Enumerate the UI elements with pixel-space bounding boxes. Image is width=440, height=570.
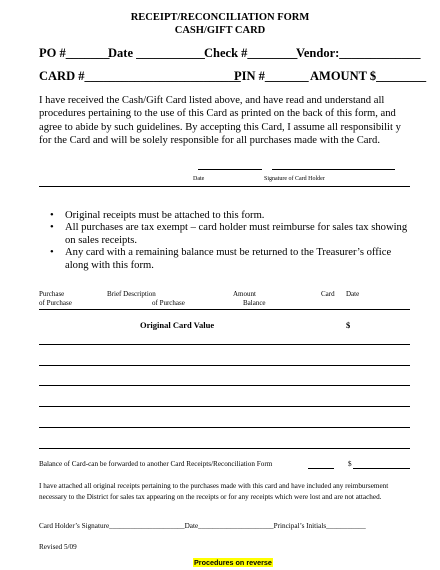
signature-row[interactable]: Card Holder’s Signature_____________________Date_____________________Principal’s Initials___________ [39,522,366,530]
col-balance: Balance [243,299,266,307]
holder-signature-label: Signature of Card Holder [264,176,325,182]
balance-forward-label: Balance of Card-can be forwarded to another Card Receipts/Reconciliation Form [39,460,273,468]
balance-amount-line[interactable] [353,468,410,469]
entry-line[interactable] [39,344,410,345]
table-header-rule [39,309,410,310]
po-number-field[interactable]: PO #_______ [39,46,110,60]
procedures-note-wrap [193,552,273,570]
instruction-item: • Any card with a remaining balance must be returned to the Treasurer’s office along with this form. [50,247,412,272]
col-date: Date [346,290,360,298]
original-card-value-label: Original Card Value [140,320,215,330]
procedures-note: Procedures on reverse [194,558,272,567]
entry-line[interactable] [39,448,410,449]
instruction-item: • Original receipts must be attached to this form. [50,210,412,222]
col-purchase: Purchase [39,290,65,298]
date-signature-label: Date [193,176,205,182]
balance-symbol: $ [348,460,352,468]
vendor-field[interactable]: Vendor:_____________ [296,46,421,60]
entry-line[interactable] [39,406,410,407]
form-title: RECEIPT/RECONCILIATION FORM [130,12,310,23]
instructions-list [50,210,412,272]
entry-line[interactable] [39,427,410,428]
holder-signature-line[interactable] [272,169,395,170]
col-brief-description: Brief Description [107,290,156,298]
balance-underline-left [308,468,334,469]
form-subtitle: CASH/GIFT CARD [174,25,266,36]
col-amount: Amount [233,290,256,298]
date-signature-line[interactable] [198,169,262,170]
pin-field[interactable]: PIN #_______ [234,69,309,83]
original-card-value-symbol: $ [346,320,351,330]
section-divider [39,186,410,187]
col-of-purchase-2: of Purchase [152,299,185,307]
amount-field[interactable]: AMOUNT $________ [310,69,427,83]
revision-date: Revised 5/09 [39,543,77,551]
entry-line[interactable] [39,365,410,366]
entry-line[interactable] [39,385,410,386]
attach-statement: I have attached all original receipts pertaining to the purchases made with this card and have included any reimbursement necessary to the District for sales tax appearing on the receipts or for any receipts which were lost and are not attached. [39,482,389,501]
card-number-field[interactable]: CARD #_________________________ [39,69,241,83]
date-field[interactable]: Date ___________ [108,46,205,60]
agreement-paragraph: I have received the Cash/Gift Card listed above, and have read and understand all procedures pertaining to the use of this Card as printed on the back of this form, and agree to abide by such guidelines. By accepting this Card, I assume all responsibilit y for the Card and will be solely responsible for all purchases made with the Card. [39,95,401,147]
check-number-field[interactable]: Check #________ [204,46,298,60]
col-of-purchase: of Purchase [39,299,72,307]
col-card: Card [321,290,335,298]
instruction-item: • All purchases are tax exempt – card holder must reimburse for sales tax showing on sales receipts. [50,222,412,247]
